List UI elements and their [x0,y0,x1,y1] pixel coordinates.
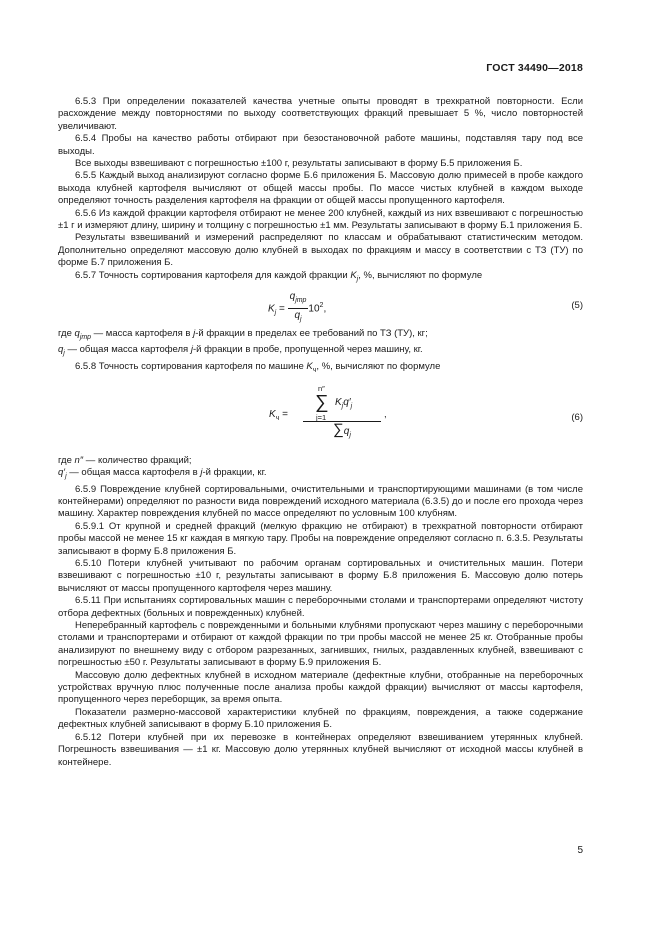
paragraph-6-5-11: 6.5.11 При испытаниях сортировальных машин с переборочными столами и транспортерами определяют чистоту отбора дефектных (больных и поврежденных) клубней. [58,595,583,619]
paragraph-6-5-8: 6.5.8 Точность сортирования картофеля по машине $K_ч$, %, вычисляют по формуле [75,360,441,374]
formula-5-number: (5) [571,299,583,311]
paragraph-indicators: Показатели размерно-массовой характеристики клубней по фракциям, повреждения, а также содержание дефектных клубней записывают в форму Б.10 приложения Б. [58,706,583,731]
paragraph-6-5-12: 6.5.12 Потери клубней при их перевозке в контейнерах определяют взвешиванием утерянных клубней. Погрешность взвешивания — ±1 кг. Массовую долю утерянных клубней вычисляют от исходной массы клубней в контейнере. [58,731,583,768]
paragraph-6-5-6: 6.5.6 Из каждой фракции картофеля отбирают не менее 200 клубней, каждый из них взвешивают с погрешностью ±1 г и измеряют длину, ширину и толщину с погрешностью ±1 мм. Результаты записывают в форму Б.1 приложения Б. [58,207,583,232]
document-header: ГОСТ 34490—2018 [486,62,583,74]
paragraph-6-5-4: 6.5.4 Пробы на качество работы отбирают при безостановочной работе машины, подставляя тару под все выходы. [58,133,583,157]
definition-q-jtr: где $q_{jтр}$ — масса картофеля в j-й фракции в пределах ее требований по ТЗ (ТУ), кг; [58,327,428,341]
definition-q-j: $q_j$ — общая масса картофеля j-й фракции в пробе, пропущенной через машину, кг. [58,344,423,358]
definition-n: где n″ — количество фракций; [58,454,192,466]
paragraph-6-5-10: 6.5.10 Потери клубней учитывают по рабочим органам сортировальных и очистительных машин. Потери взвешивают с погрешностью ±10 г, результаты записывают в форму Б.8 приложения Б. Массовую долю потерь вычисляют от массы пропущенного картофеля через машину. [58,558,583,594]
paragraph-6-5-9: 6.5.9 Повреждение клубней сортировальными, очистительными и транспортирующими машинами (в том числе контейнерами) определяют по разности вида повреждений исходного материала (6.3.5) до и после его прохода через машину. Характер повреждения клубней по массе определяют по условным 100 клубням. [58,483,583,520]
formula-5-expression: $K_j$ = $\frac{q_{jтр}}{q_j}$ $10^2$, [268,291,326,327]
paragraph-defect-share: Массовую долю дефектных клубней в исходном материале (дефектные клубни, отобранные на переборочных устройствах вручную плюс полученные после анализа пробы каждой фракции) вычисляют от массы картофеля, пропущенного через переборщик, за время опыта. [58,669,583,706]
paragraph-weighing: Все выходы взвешивают с погрешностью ±100 г, результаты записывают в форму Б.5 приложения Б. [75,158,523,170]
formula-6-fraction: n″ ∑ j=1 $K_jq'_j$ $\sum q_j$ [303,383,381,442]
paragraph-unsorted: Неперебранный картофель с поврежденными и больными клубнями пропускают через машину с переборочными столами и транспортерами и отбирают от каждой фракции по три пробы массой не менее 25 кг. Отобранные пробы анализируют по внешнему виду с отбором разрезанных, загнивших, гнилых, раздавленных клубней, взвешивают с погрешностью ±50 г. Результаты записывают в форму Б.9 приложения Б. [58,620,583,669]
formula-6-number: (6) [571,411,583,423]
paragraph-6-5-5: 6.5.5 Каждый выход анализируют согласно форме Б.6 приложения Б. Массовую долю примесей в пробе каждого выхода клубней картофеля вычисляют от общей массы пробы. По массе чистых клубней в каждом выходе определяют точность разделения картофеля на фракции от общей массы пропущенного картофеля. [58,170,583,207]
paragraph-results: Результаты взвешиваний и измерений распределяют по классам и обрабатывают статистическим методом. Дополнительно определяют массовую долю клубней в выходах по фракциям и массу в соответствии с ТЗ (ТУ) по форме Б.7 приложения Б. [58,232,583,269]
paragraph-6-5-3: 6.5.3 При определении показателей качества учетные опыты проводят в трехкратной повторности. Если расхождение между повторностями по выходу соответствующих фракций превышает 5 %, число повторностей увеличивают. [58,96,583,132]
formula-6-lhs: $K_ч$ = [269,408,288,422]
formula-5 [58,288,583,326]
document-body [58,96,583,769]
formula-5-fraction: $\frac{q_{jтр}}{q_j}$ [289,290,307,324]
paragraph-6-5-9-1: 6.5.9.1 От крупной и средней фракций (мелкую фракцию не отбирают) в трехкратной повторности отбирают пробы массой не менее 15 кг каждая в мягкую тару. Пробы на повреждение определяют согласно п. 6.3.5. Результаты записывают в форму Б.8 приложения Б. [58,520,583,557]
paragraph-6-5-7: 6.5.7 Точность сортирования картофеля для каждой фракции $K_j$, %, вычисляют по формуле [75,269,483,283]
page-number: 5 [577,845,583,856]
formula-6: $K_ч$ = n″ ∑ j=1 $K_jq'_j$ $\sum q_j$ , (6) [58,379,583,453]
definition-q-prime: $q'_j$ — общая масса картофеля в j-й фракции, кг. [58,467,267,481]
